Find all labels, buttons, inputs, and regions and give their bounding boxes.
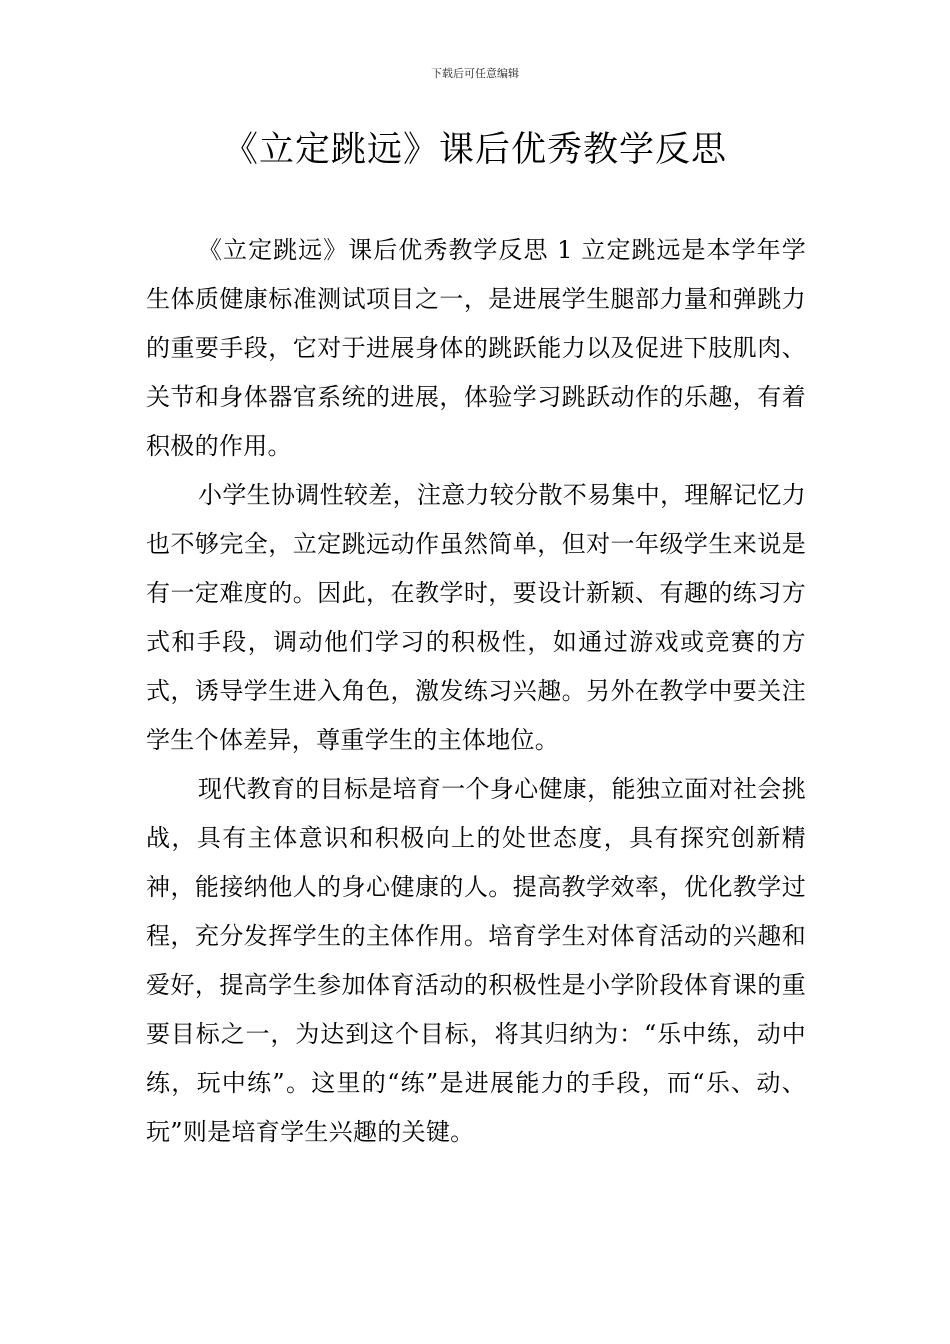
paragraph-1: 《立定跳远》课后优秀教学反思 1 立定跳远是本学年学生体质健康标准测试项目之一，是进展学生腿部力量和弹跳力的重要手段，它对于进展身体的跳跃能力以及促进下肢肌肉、关节和身体器官系统的进展，体验学习跳跃动作的乐趣，有着积极的作用。 [146, 236, 806, 460]
paragraph-2: 小学生协调性较差，注意力较分散不易集中，理解记忆力也不够完全，立定跳远动作虽然简单，但对一年级学生来说是有一定难度的。因此，在教学时，要设计新颖、有趣的练习方式和手段，调动他们学习的积极性，如通过游戏或竞赛的方式，诱导学生进入角色，激发练习兴趣。另外在教学中要关注学生个体差异，尊重学生的主体地位。 [146, 481, 806, 754]
paragraph-3: 现代教育的目标是培育一个身心健康，能独立面对社会挑战，具有主体意识和积极向上的处世态度，具有探究创新精神，能接纳他人的身心健康的人。提高教学效率，优化教学过程，充分发挥学生的主体作用。培育学生对体育活动的兴趣和爱好，提高学生参加体育活动的积极性是小学阶段体育课的重要目标之一，为达到这个目标，将其归纳为：“乐中练，动中练，玩中练”。这里的“练”是进展能力的手段，而“乐、动、玩”则是培育学生兴趣的关键。 [146, 775, 806, 1146]
document-title: 《立定跳远》课后优秀教学反思 [222, 130, 727, 170]
document-body [146, 226, 806, 1157]
header-note: 下载后可任意编辑 [431, 67, 519, 80]
